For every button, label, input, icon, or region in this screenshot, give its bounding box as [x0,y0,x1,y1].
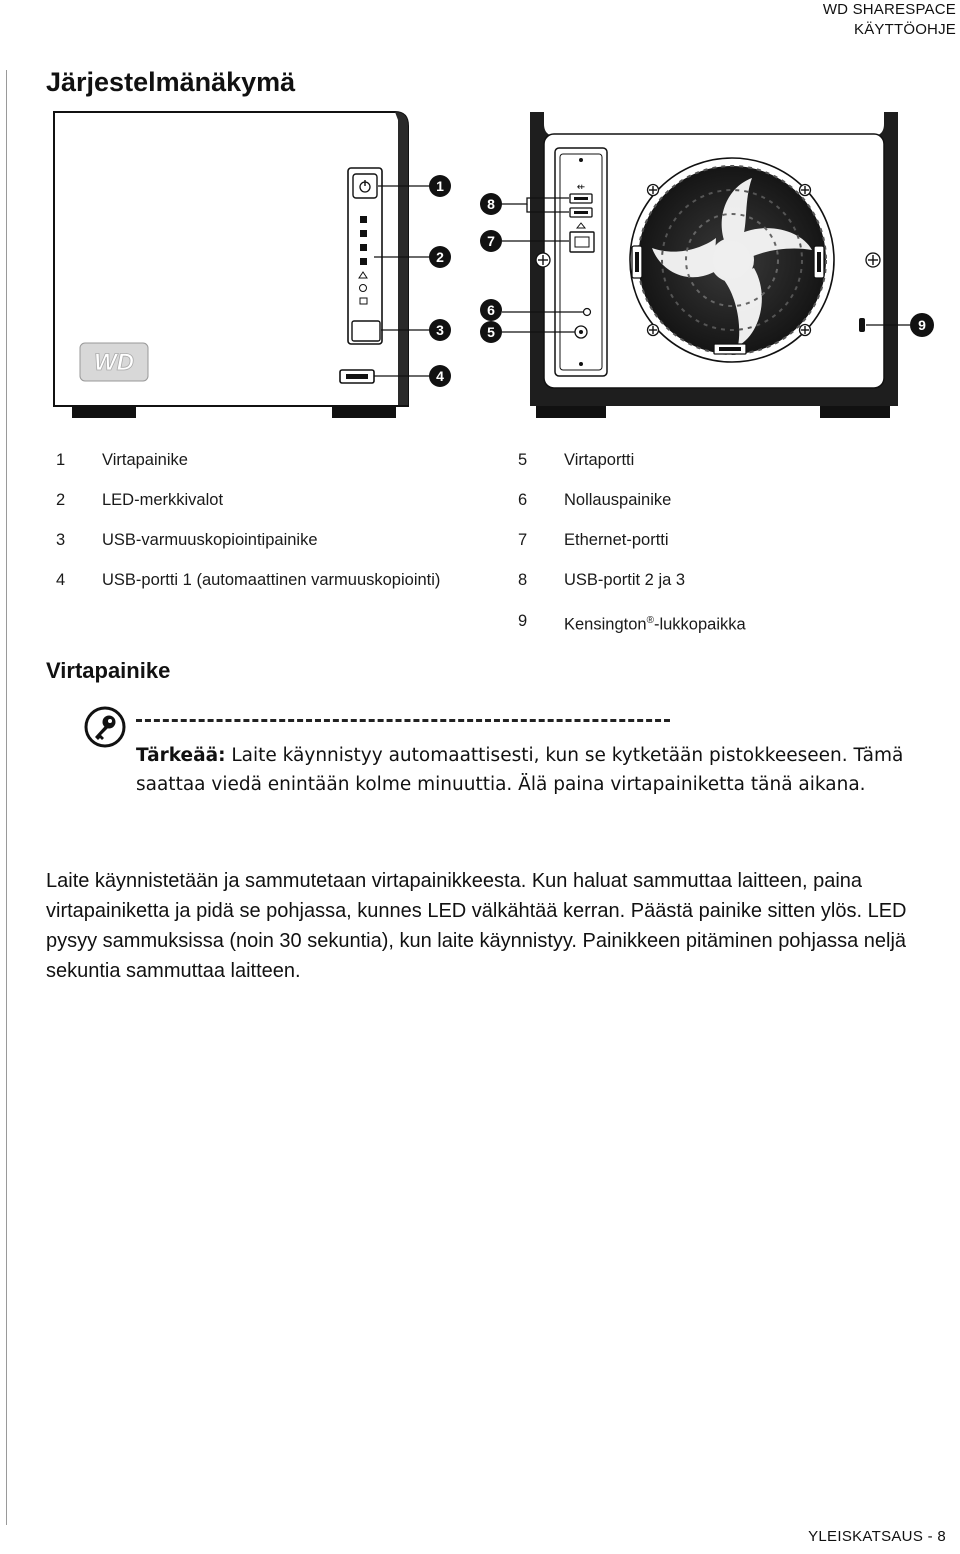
svg-text:2: 2 [436,249,444,265]
wd-logo-text: WD [94,349,134,376]
svg-text:1: 1 [436,178,444,194]
section-title: Virtapainike [46,658,171,683]
front-view [54,112,451,418]
header-doc: KÄYTTÖOHJE [853,21,956,38]
callout-4 [429,365,451,387]
note-text: Laite käynnistyy automaattisesti, kun se kytketään pistokkeeseen. Tämä saattaa viedä enintään kolme minuuttia. Älä paina virtapainiketta tänä aikana. [136,745,904,795]
svg-text:6: 6 [487,302,495,318]
callout-5 [480,321,502,343]
svg-text:5: 5 [487,324,495,340]
running-header [823,0,956,40]
page-footer: YLEISKATSAUS - 8 [808,1528,946,1545]
svg-text:7: 7 [487,233,495,249]
svg-text:8: 8 [487,196,495,212]
kensington-slot-drawing [859,318,865,332]
rear-view [480,112,934,418]
note-label: Tärkeää: [136,745,226,766]
callout-3 [429,319,451,341]
svg-text:3: 3 [436,322,444,338]
callout-8 [480,193,502,215]
callout-7 [480,230,502,252]
ethernet-port-drawing [570,232,594,252]
system-view-figure [0,100,960,430]
callout-2 [429,246,451,268]
usb-backup-button-drawing [352,321,380,341]
body-paragraph: Laite käynnistetään ja sammutetaan virtapainikkeesta. Kun haluat sammuttaa laitteen, paina virtapainiketta ja pidä se pohjassa, kunnes LED välkähtää kerran. Päästä painike sitten ylös. LED pysyy sammuksissa (noin 30 sekuntia), kun laite käynnistyy. Painikkeen pitäminen pohjassa neljä sekuntia sammuttaa laitteen. [46,870,907,982]
svg-text:4: 4 [436,368,444,384]
reset-button-drawing [584,309,591,316]
important-note [136,741,946,799]
callout-6 [480,299,502,321]
header-product: WD SHARESPACE [822,1,956,18]
key-icon [84,706,126,748]
callout-9 [910,313,934,337]
page-title: Järjestelmänäkymä [46,67,296,97]
note-separator [136,719,670,722]
power-button-drawing [353,174,377,198]
callout-1 [429,175,451,197]
svg-text:⇷: ⇷ [576,182,586,193]
svg-text:9: 9 [918,317,926,333]
